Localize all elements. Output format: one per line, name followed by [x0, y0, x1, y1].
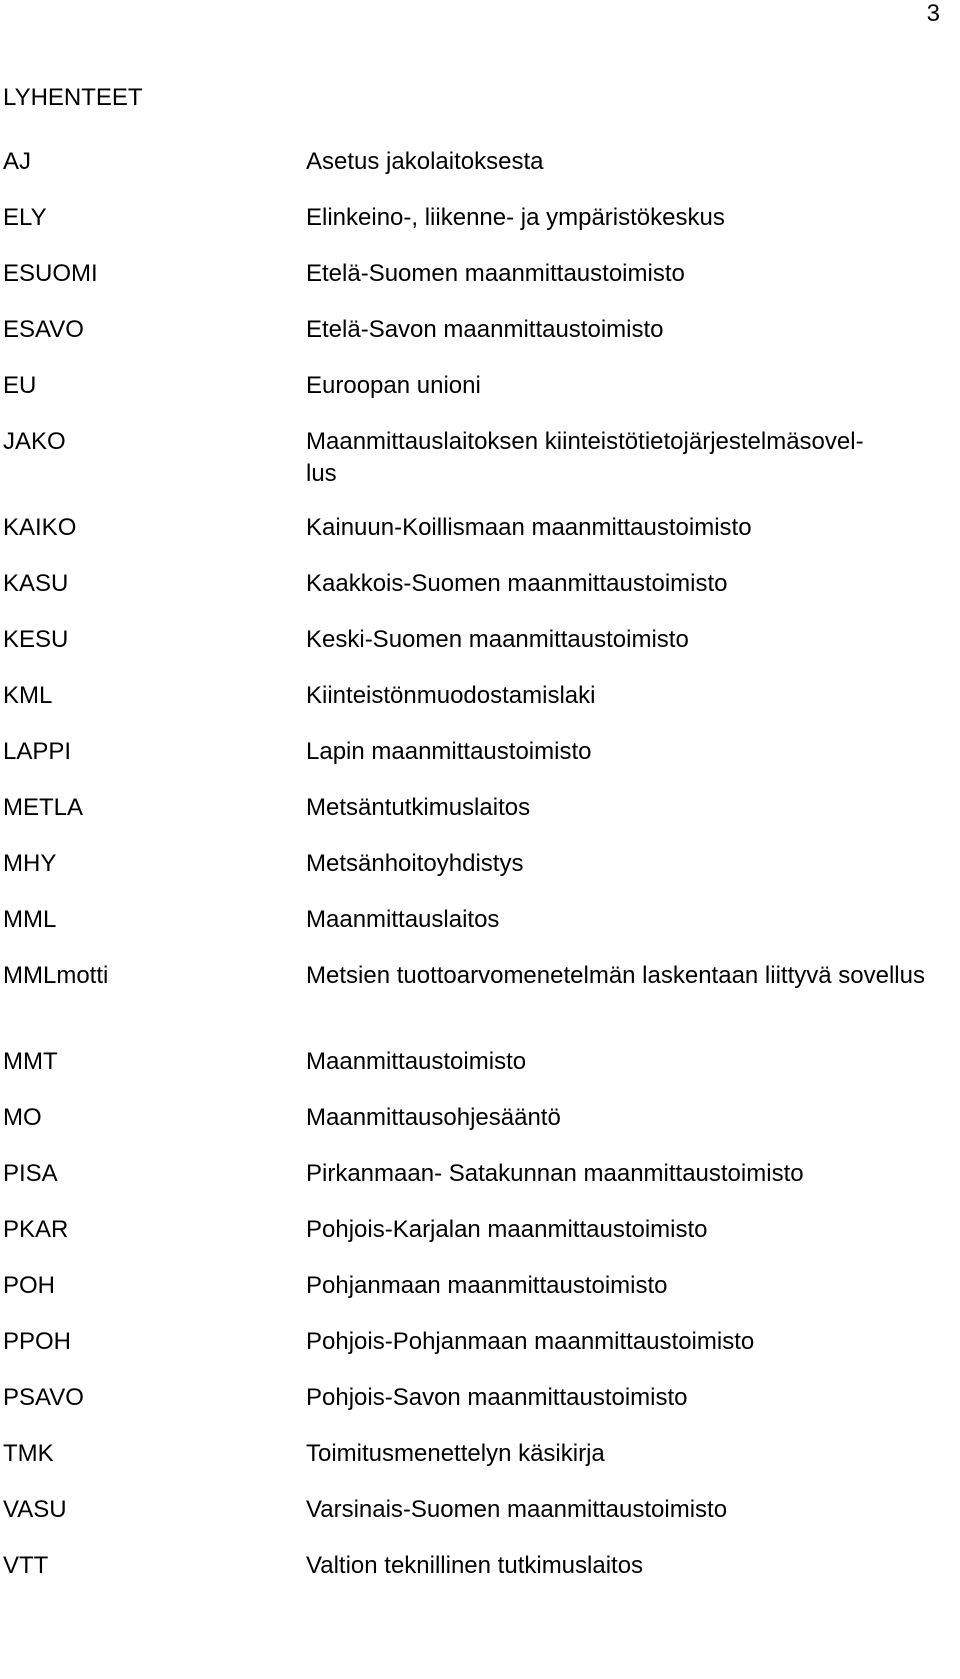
abbreviation: VASU: [3, 1496, 67, 1523]
abbreviation: MML: [3, 906, 57, 933]
abbreviation: MHY: [3, 850, 57, 877]
definition: Keski-Suomen maanmittaustoimisto: [306, 626, 689, 653]
definition: Kaakkois-Suomen maanmittaustoimisto: [306, 570, 728, 597]
abbreviation: KML: [3, 682, 53, 709]
definition: Pohjanmaan maanmittaustoimisto: [306, 1272, 668, 1299]
abbreviation: KAIKO: [3, 514, 77, 541]
abbreviation: PISA: [3, 1160, 58, 1187]
abbreviation: LAPPI: [3, 738, 72, 765]
abbreviation: ESAVO: [3, 316, 84, 343]
definition: Metsien tuottoarvomenetelmän laskentaan liittyvä sovellus: [306, 962, 925, 989]
abbreviation: MO: [3, 1104, 42, 1131]
abbreviation: ELY: [3, 204, 47, 231]
abbreviation: VTT: [3, 1552, 49, 1579]
definition: Pirkanmaan- Satakunnan maanmittaustoimisto: [306, 1160, 804, 1187]
definition: Asetus jakolaitoksesta: [306, 148, 544, 175]
definition: Maanmittausohjesääntö: [306, 1104, 561, 1131]
definition: Kiinteistönmuodostamislaki: [306, 682, 596, 709]
abbreviation: AJ: [3, 148, 32, 175]
abbreviation: PKAR: [3, 1216, 69, 1243]
definition: Kainuun-Koillismaan maanmittaustoimisto: [306, 514, 752, 541]
definition: Toimitusmenettelyn käsikirja: [306, 1440, 605, 1467]
definition: Etelä-Savon maanmittaustoimisto: [306, 316, 664, 343]
abbreviation: TMK: [3, 1440, 54, 1467]
abbreviation: MMT: [3, 1048, 58, 1075]
definition: Euroopan unioni: [306, 372, 481, 399]
abbreviation: METLA: [3, 794, 84, 821]
definition: Etelä-Suomen maanmittaustoimisto: [306, 260, 685, 287]
abbreviation: KESU: [3, 626, 69, 653]
abbreviation: PPOH: [3, 1328, 72, 1355]
definition: Metsänhoitoyhdistys: [306, 850, 524, 877]
page-number: 3: [926, 0, 940, 27]
definition: Elinkeino-, liikenne- ja ympäristökeskus: [306, 204, 725, 231]
page-title: LYHENTEET: [3, 84, 143, 111]
abbreviation: EU: [3, 372, 37, 399]
definition: Metsäntutkimuslaitos: [306, 794, 531, 821]
abbreviation: PSAVO: [3, 1384, 84, 1411]
definition: Varsinais-Suomen maanmittaustoimisto: [306, 1496, 728, 1523]
definition: Lapin maanmittaustoimisto: [306, 738, 592, 765]
abbreviation: KASU: [3, 570, 69, 597]
definition: Valtion teknillinen tutkimuslaitos: [306, 1552, 644, 1579]
definition: Pohjois-Savon maanmittaustoimisto: [306, 1384, 688, 1411]
abbreviation: ESUOMI: [3, 260, 98, 287]
definition: Maanmittauslaitoksen kiinteistötietojärjestelmäsovel- lus: [306, 428, 864, 487]
definition: Maanmittaustoimisto: [306, 1048, 527, 1075]
abbreviation: MMLmotti: [3, 962, 109, 989]
definition: Pohjois-Pohjanmaan maanmittaustoimisto: [306, 1328, 755, 1355]
abbreviation: POH: [3, 1272, 56, 1299]
definition: Pohjois-Karjalan maanmittaustoimisto: [306, 1216, 708, 1243]
definition: Maanmittauslaitos: [306, 906, 500, 933]
abbreviation: JAKO: [3, 428, 66, 455]
